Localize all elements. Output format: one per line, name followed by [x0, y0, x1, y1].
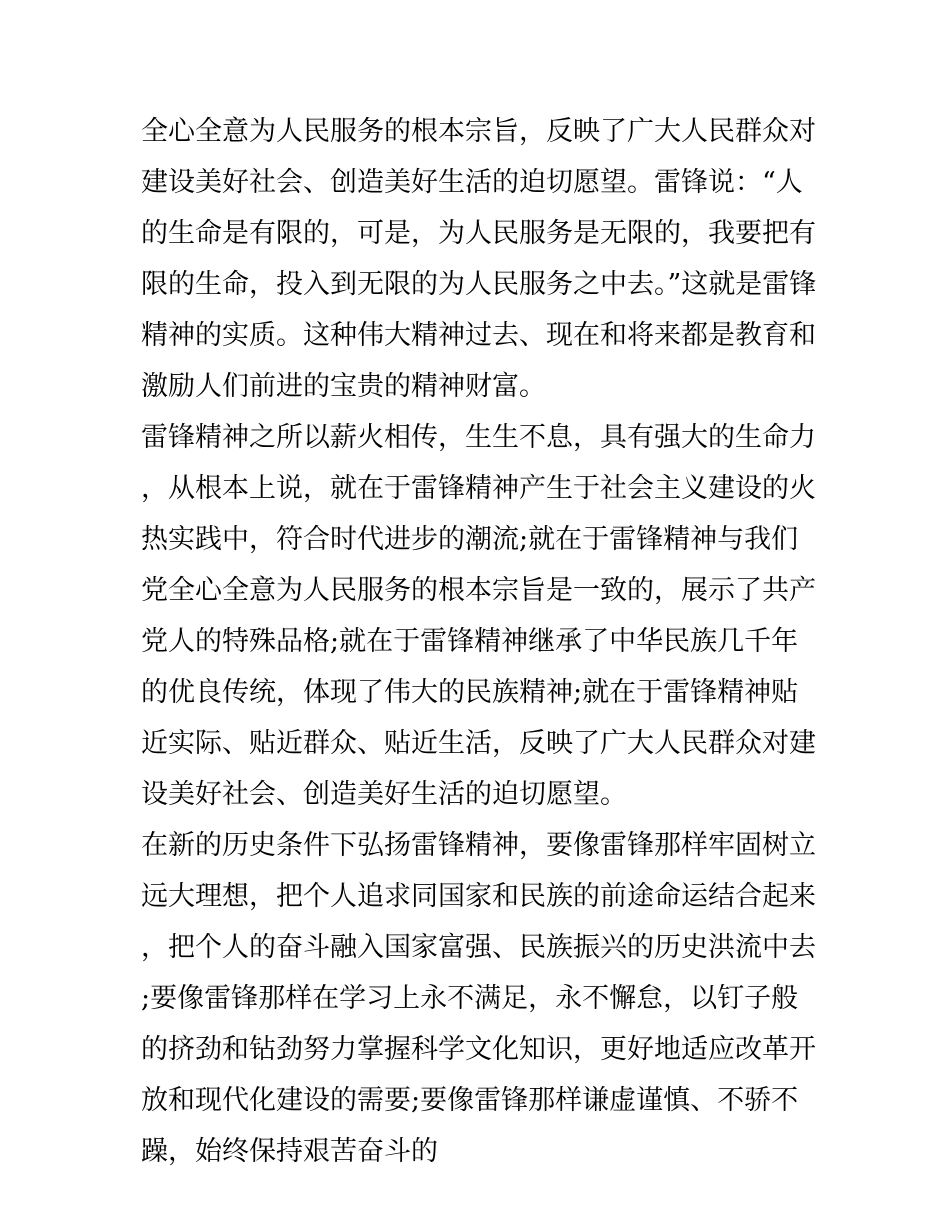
paragraph-3: 在新的历史条件下弘扬雷锋精神，要像雷锋那样牢固树立远大理想，把个人追求同国家和民族的前途命运结合起来，把个人的奋斗融入国家富强、民族振兴的历史洪流中去;要像雷锋那样在学习上永不满足，永不懈怠，以钉子般的挤劲和钻劲努力掌握科学文化知识，更好地适应改革开放和现代化建设的需要;要像雷锋那样谦虚谨慎、不骄不躁，始终保持艰苦奋斗的 — [141, 830, 816, 1167]
document-body — [141, 106, 817, 1177]
paragraph-2: 雷锋精神之所以薪火相传，生生不息，具有强大的生命力，从根本上说，就在于雷锋精神产生于社会主义建设的火热实践中，符合时代进步的潮流;就在于雷锋精神与我们党全心全意为人民服务的根本宗旨是一致的，展示了共产党人的特殊品格;就在于雷锋精神继承了中华民族几千年的优良传统，体现了伟大的民族精神;就在于雷锋精神贴近实际、贴近群众、贴近生活，反映了广大人民群众对建设美好社会、创造美好生活的迫切愿望。 — [141, 422, 816, 810]
paragraph-1: 全心全意为人民服务的根本宗旨，反映了广大人民群众对建设美好社会、创造美好生活的迫切愿望。雷锋说：“人的生命是有限的，可是，为人民服务是无限的，我要把有限的生命，投入到无限的为人民服务之中去。”这就是雷锋精神的实质。这种伟大精神过去、现在和将来都是教育和激励人们前进的宝贵的精神财富。 — [141, 116, 817, 402]
